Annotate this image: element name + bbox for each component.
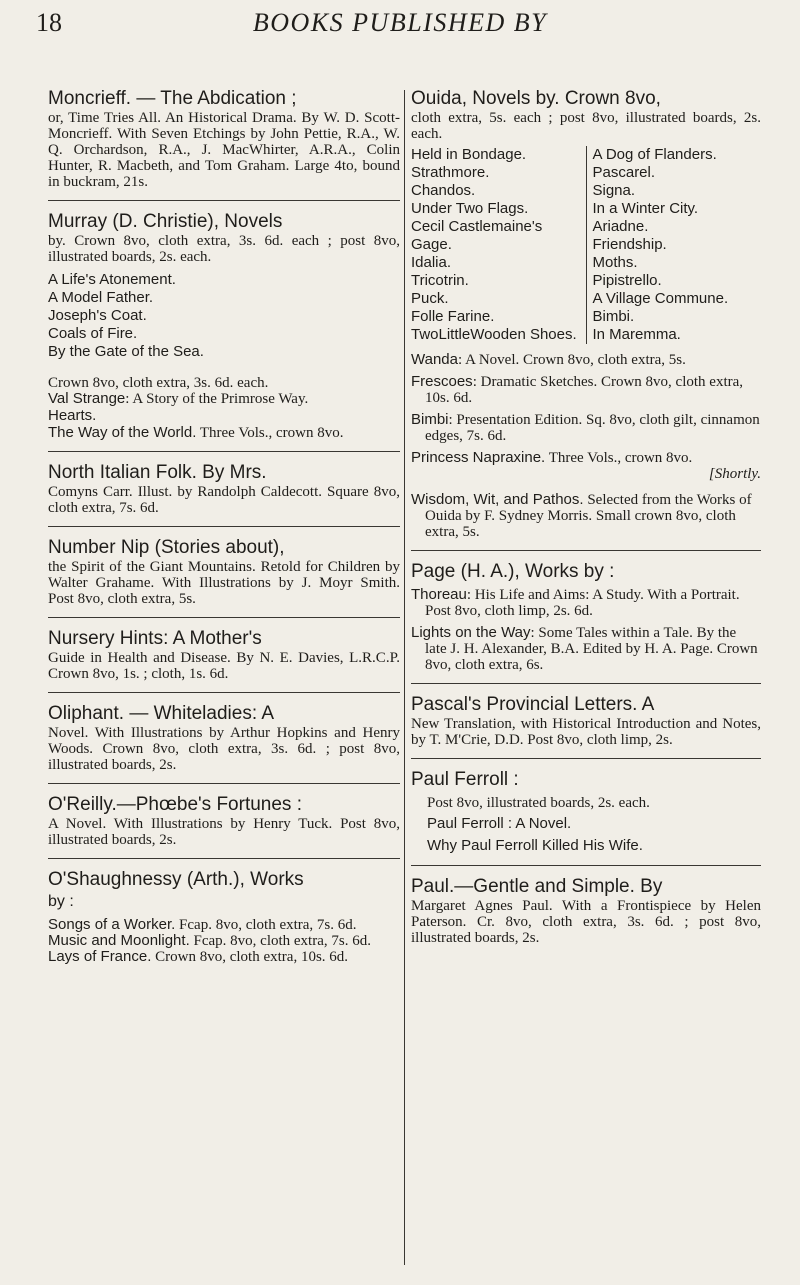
book-title: Wanda — [411, 351, 458, 368]
book-details: : Some Tales within a Tale. By the late J. H. Alexander, B.A. Edited by H. A. Page. Crown 8vo, cloth extra, 6s. — [425, 625, 758, 673]
entry-north-italian — [48, 462, 400, 516]
entry-heading: Paul Ferroll : — [411, 769, 519, 790]
separator — [48, 858, 400, 859]
book-title: Bimbi — [411, 411, 449, 428]
book-details: : Dramatic Sketches. Crown 8vo, cloth extra, 10s. 6d. — [425, 374, 744, 406]
novel-title: A Village Commune. — [592, 290, 729, 307]
novel-title: Chandos. — [411, 182, 476, 199]
separator — [48, 200, 400, 201]
entry-body: the Spirit of the Giant Mountains. Retold for Children by Walter Grahame. With Illustrations by J. Moyr Smith. Post 8vo, cloth extra, 5s. — [48, 559, 400, 607]
column-divider — [404, 90, 405, 1265]
entry-moncrieff — [48, 88, 400, 190]
book-entry — [48, 949, 400, 965]
book-entry — [411, 587, 761, 619]
book-title: The Way of the World. — [48, 424, 197, 441]
book-title: A Life's Atonement. — [48, 271, 176, 288]
entry-heading: O'Reilly.—Phœbe's Fortunes : — [48, 794, 302, 815]
entry-heading: O'Shaughnessy (Arth.), Works — [48, 869, 304, 890]
entry-body: cloth extra, 5s. each ; post 8vo, illustrated boards, 2s. each. — [411, 110, 761, 142]
novel-list — [411, 146, 761, 344]
entry-oshaughnessy — [48, 869, 400, 965]
book-title: A Model Father. — [48, 289, 154, 306]
novel-list-right — [587, 146, 762, 344]
entry-body: by. Crown 8vo, cloth extra, 3s. 6d. each ; post 8vo, illustrated boards, 2s. each. — [48, 233, 400, 265]
book-title: Val Strange — [48, 390, 126, 407]
novel-title: A Dog of Flanders. — [592, 146, 717, 163]
entry-body: Novel. With Illustrations by Arthur Hopkins and Henry Woods. Crown 8vo, cloth extra, 3s. 6d. ; post 8vo, illustrated boards, 2s. — [48, 725, 400, 773]
entry-heading: Paul.—Gentle and Simple. By — [411, 876, 663, 897]
book-entry — [411, 412, 761, 444]
separator — [48, 783, 400, 784]
book-title: Princess Napraxine. — [411, 449, 546, 466]
entry-heading: North Italian Folk. By Mrs. — [48, 462, 267, 483]
book-title: Paul Ferroll : A Novel. — [427, 815, 572, 832]
shortly-note: [Shortly. — [708, 466, 761, 482]
book-details: : A Story of the Primrose Way. — [125, 391, 309, 407]
book-title: By the Gate of the Sea. — [48, 343, 204, 360]
novel-title: Under Two Flags. — [411, 200, 529, 217]
entry-body: Guide in Health and Disease. By N. E. Davies, L.R.C.P. Crown 8vo, 1s. ; cloth, 1s. 6d. — [48, 650, 400, 682]
book-entry — [411, 492, 761, 540]
novel-title: Puck. — [411, 290, 449, 307]
novel-title: Friendship. — [592, 236, 667, 253]
book-entry — [48, 425, 400, 441]
novel-title: Cecil Castlemaine's Gage. — [411, 218, 543, 253]
price-note: Crown 8vo, cloth extra, 3s. 6d. each. — [48, 375, 269, 391]
entry-heading: Nursery Hints: A Mother's — [48, 628, 262, 649]
book-title: Lays of France. — [48, 948, 152, 965]
book-entry — [411, 374, 761, 406]
book-details: Crown 8vo, cloth extra, 10s. 6d. — [151, 949, 349, 965]
book-details: Selected from the Works of Ouida by F. Sydney Morris. Small crown 8vo, cloth extra, 5s. — [425, 492, 752, 540]
running-title: BOOKS PUBLISHED BY — [252, 8, 548, 37]
novel-title: Tricotrin. — [411, 272, 469, 289]
entry-body: Margaret Agnes Paul. With a Frontispiece by Helen Paterson. Cr. 8vo, cloth extra, 3s. 6d. ; post 8vo, illustrated boards, 2s. — [411, 898, 761, 946]
book-title: Coals of Fire. — [48, 325, 138, 342]
entry-heading: Murray (D. Christie), Novels — [48, 211, 283, 232]
entry-heading: Page (H. A.), Works by : — [411, 561, 615, 582]
entry-murray — [48, 211, 400, 441]
separator — [411, 758, 761, 759]
entry-oliphant — [48, 703, 400, 773]
entry-heading: Oliphant. — Whiteladies: A — [48, 703, 274, 724]
novel-title: TwoLittleWooden Shoes. — [411, 326, 577, 343]
entry-heading: Pascal's Provincial Letters. A — [411, 694, 655, 715]
entry-body: A Novel. With Illustrations by Henry Tuck. Post 8vo, illustrated boards, 2s. — [48, 816, 400, 848]
entry-ouida — [411, 88, 761, 540]
book-entry — [48, 391, 400, 407]
book-title: Thoreau — [411, 586, 467, 603]
book-details: Three Vols., crown 8vo. — [545, 450, 693, 466]
entry-heading: Ouida, Novels by. Crown 8vo, — [411, 88, 661, 109]
entry-pascal — [411, 694, 761, 748]
novel-title: Strathmore. — [411, 164, 490, 181]
right-column — [411, 88, 761, 956]
book-entry — [411, 450, 761, 466]
book-details: Fcap. 8vo, cloth extra, 7s. 6d. — [175, 917, 357, 933]
book-entry — [48, 917, 400, 933]
novel-title: Ariadne. — [592, 218, 649, 235]
entry-body: or, Time Tries All. An Historical Drama. By W. D. Scott-Moncrieff. With Seven Etchings by John Pettie, R.A., W. Q. Orchardson, R.A., J. MacWhirter, A.R.A., Colin Hunter, R. Macbeth, and Tom Graham. Large 4to, bound in buckram, 21s. — [48, 110, 400, 190]
separator — [411, 683, 761, 684]
book-entry — [48, 933, 400, 949]
entry-heading: Moncrieff. — The Abdication ; — [48, 88, 297, 109]
book-title: Why Paul Ferroll Killed His Wife. — [427, 837, 643, 854]
book-entry — [411, 625, 761, 673]
entry-paul — [411, 876, 761, 946]
novel-title: Held in Bondage. — [411, 146, 527, 163]
book-title: Hearts. — [48, 407, 97, 424]
entry-number-nip — [48, 537, 400, 607]
book-details: Fcap. 8vo, cloth extra, 7s. 6d. — [189, 933, 371, 949]
entry-oreilly — [48, 794, 400, 848]
entry-body: New Translation, with Historical Introduction and Notes, by T. M'Crie, D.D. Post 8vo, cloth limp, 2s. — [411, 716, 761, 748]
entry-body: Comyns Carr. Illust. by Randolph Caldecott. Square 8vo, cloth extra, 7s. 6d. — [48, 484, 400, 516]
separator — [48, 617, 400, 618]
book-title: Joseph's Coat. — [48, 307, 147, 324]
book-details: Three Vols., crown 8vo. — [196, 425, 344, 441]
book-title: Wisdom, Wit, and Pathos. — [411, 491, 584, 508]
separator — [48, 692, 400, 693]
entry-paul-ferroll — [411, 769, 761, 855]
entry-nursery-hints — [48, 628, 400, 682]
book-title: Lights on the Way — [411, 624, 531, 641]
novel-title: Idalia. — [411, 254, 452, 271]
novel-title: Pipistrello. — [592, 272, 662, 289]
entry-heading: Number Nip (Stories about), — [48, 537, 285, 558]
book-details: : A Novel. Crown 8vo, cloth extra, 5s. — [457, 352, 686, 368]
separator — [48, 526, 400, 527]
entry-body: Post 8vo, illustrated boards, 2s. each. — [427, 795, 650, 811]
novel-title: Folle Farine. — [411, 308, 495, 325]
book-title: Frescoes — [411, 373, 473, 390]
separator — [411, 550, 761, 551]
separator — [411, 865, 761, 866]
entry-page — [411, 561, 761, 673]
separator — [48, 451, 400, 452]
novel-title: Moths. — [592, 254, 638, 271]
page-number: 18 — [36, 8, 62, 37]
novel-title: In Maremma. — [592, 326, 681, 343]
novel-title: Pascarel. — [592, 164, 656, 181]
novel-list-left — [411, 146, 587, 344]
book-details: : Presentation Edition. Sq. 8vo, cloth gilt, cinnamon edges, 7s. 6d. — [425, 412, 760, 444]
book-title: Songs of a Worker. — [48, 916, 176, 933]
page-header — [36, 8, 764, 48]
left-column — [48, 88, 400, 975]
book-title: Music and Moonlight. — [48, 932, 190, 949]
novel-title: In a Winter City. — [592, 200, 699, 217]
novel-title: Signa. — [592, 182, 636, 199]
book-details: : His Life and Aims: A Study. With a Portrait. Post 8vo, cloth limp, 2s. 6d. — [425, 587, 740, 619]
book-entry — [411, 352, 761, 368]
entry-heading-cont: by : — [48, 893, 74, 910]
novel-title: Bimbi. — [592, 308, 635, 325]
